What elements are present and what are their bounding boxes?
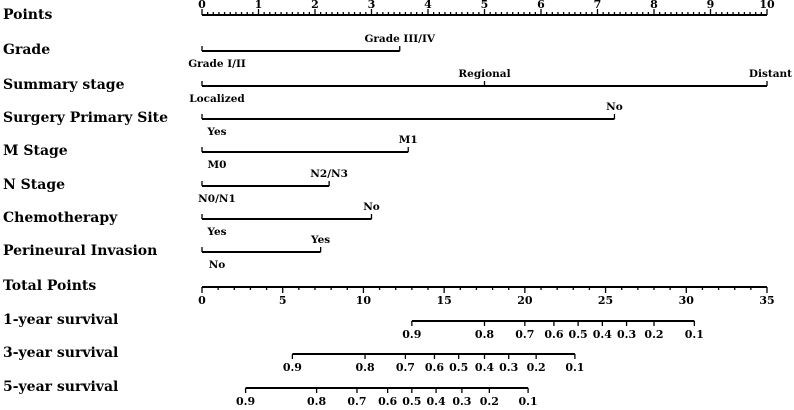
predictor-level-label: Regional [458, 68, 511, 80]
predictor-label: Surgery Primary Site [3, 110, 169, 126]
survival-tick-label: 0.7 [395, 361, 415, 374]
predictor-level-label: N0/N1 [198, 193, 236, 205]
total-points-label: Total Points [3, 278, 97, 294]
predictor-level-label: Yes [311, 234, 331, 246]
points-axis-label: Points [3, 7, 53, 23]
survival-tick-label: 0.7 [515, 328, 535, 341]
survival-tick-label: 0.5 [568, 328, 588, 341]
survival-tick-label: 0.6 [378, 395, 398, 408]
survival-tick-label: 0.3 [616, 328, 637, 341]
total-tick-label: 25 [597, 294, 614, 307]
survival-tick-label: 0.7 [347, 395, 367, 408]
survival-tick-label: 0.9 [282, 361, 302, 374]
predictor-level-label: Localized [189, 93, 245, 105]
survival-tick-label: 0.9 [402, 328, 422, 341]
survival-tick-label: 0.9 [236, 395, 256, 408]
survival-tick-label: 0.3 [452, 395, 472, 408]
predictor-level-label: N2/N3 [310, 168, 348, 180]
survival-tick-label: 0.1 [684, 328, 704, 341]
survival-axis-label: 5-year survival [3, 379, 119, 395]
total-tick-label: 30 [678, 294, 694, 307]
predictor-label: Chemotherapy [3, 210, 118, 226]
predictor-level-label: No [606, 101, 623, 113]
survival-tick-label: 0.2 [479, 395, 499, 408]
predictor-label: Perineural Invasion [3, 243, 158, 259]
survival-tick-label: 0.8 [355, 361, 375, 374]
predictor-label: Summary stage [3, 77, 125, 93]
survival-tick-label: 0.2 [644, 328, 664, 341]
survival-tick-label: 0.4 [592, 328, 612, 341]
survival-axis-label: 3-year survival [3, 345, 119, 361]
points-tick-label: 4 [424, 0, 432, 11]
total-tick-label: 35 [759, 294, 775, 307]
survival-tick-label: 0.5 [402, 395, 422, 408]
survival-tick-label: 0.1 [518, 395, 538, 408]
survival-tick-label: 0.1 [565, 361, 585, 374]
points-tick-label: 3 [367, 0, 376, 11]
survival-tick-label: 0.8 [474, 328, 495, 341]
points-tick-label: 0 [198, 0, 206, 11]
points-tick-label: 9 [706, 0, 715, 11]
survival-tick-label: 0.6 [424, 361, 445, 374]
total-tick-label: 15 [436, 294, 452, 307]
points-tick-label: 6 [537, 0, 545, 11]
points-tick-label: 7 [593, 0, 602, 11]
predictor-level-label: Yes [207, 226, 227, 238]
predictor-label: Grade [3, 42, 51, 58]
survival-tick-label: 0.8 [307, 395, 327, 408]
predictor-level-label: Distant [748, 68, 792, 80]
points-tick-label: 8 [650, 0, 658, 11]
total-tick-label: 0 [198, 294, 206, 307]
points-tick-label: 1 [254, 0, 263, 11]
points-tick-label: 10 [759, 0, 775, 11]
points-tick-label: 5 [480, 0, 489, 11]
total-tick-label: 10 [355, 294, 372, 307]
predictor-level-label: M1 [398, 134, 418, 146]
points-tick-label: 2 [311, 0, 319, 11]
survival-tick-label: 0.2 [526, 361, 546, 374]
predictor-level-label: No [208, 259, 226, 271]
predictor-label: N Stage [3, 177, 66, 193]
predictor-level-label: No [363, 201, 380, 213]
survival-tick-label: 0.4 [474, 361, 495, 374]
survival-tick-label: 0.4 [426, 395, 446, 408]
predictor-label: M Stage [3, 143, 68, 159]
survival-tick-label: 0.3 [499, 361, 519, 374]
survival-tick-label: 0.5 [449, 361, 469, 374]
predictor-level-label: Yes [207, 126, 227, 138]
total-tick-label: 20 [517, 294, 533, 307]
predictor-level-label: M0 [207, 159, 227, 171]
predictor-level-label: Grade III/IV [364, 33, 436, 45]
survival-tick-label: 0.6 [544, 328, 564, 341]
total-tick-label: 5 [278, 294, 287, 307]
predictor-level-label: Grade I/II [188, 58, 246, 70]
survival-axis-label: 1-year survival [3, 312, 119, 328]
